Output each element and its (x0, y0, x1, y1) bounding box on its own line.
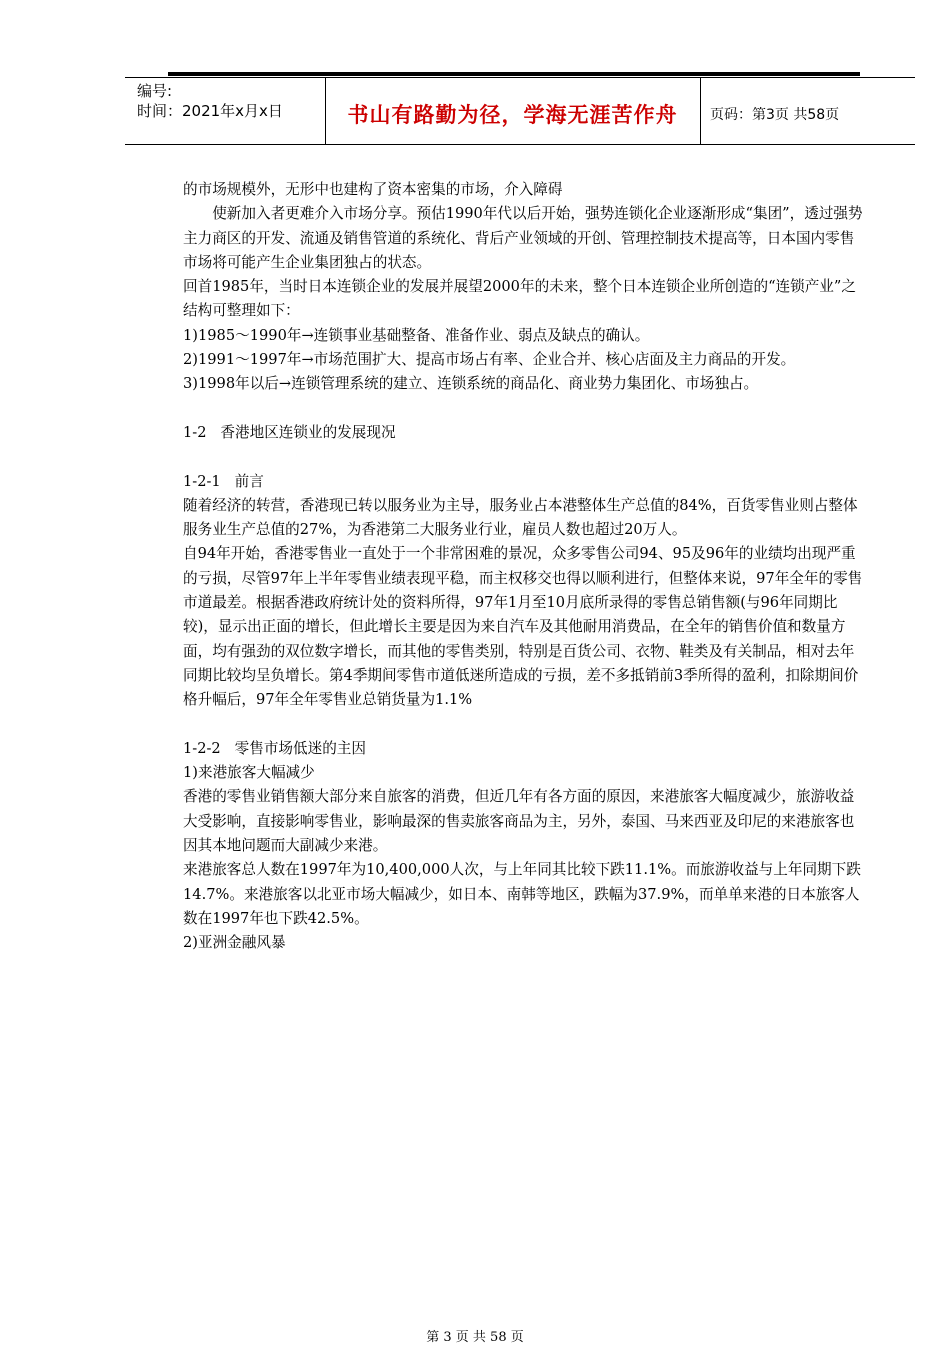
paragraph: 自94年开始，香港零售业一直处于一个非常困难的景况，众多零售公司94、95及96年的业绩均出现严重的亏损，尽管97年上半年零售业绩表现平稳，而主权移交也得以顺利进行，但整体来说，97年全年的零售市道最差。根据香港政府统计处的资料所得，97年1月至10月底所录得的零售总销售额(与96年同期比较)，显示出正面的增长，但此增长主要是因为来自汽车及其他耐用消费品，在全年的销售价值和数量方面，均有强劲的双位数字增长，而其他的零售类别，特别是百货公司、衣物、鞋类及有关制品，相对去年同期比较均呈负增长。第4季期间零售市道低迷所造成的亏损，差不多抵销前3季所得的盈利，扣除期间价格升幅后，97年全年零售业总销货量为1.1% (183, 545, 863, 709)
list-item: 2)亚洲金融风暴 (183, 934, 286, 952)
document-number-label: 编号: (137, 82, 173, 100)
spacer (183, 713, 863, 737)
list-item: 1)来港旅客大幅减少 (183, 764, 315, 782)
paragraph: 的市场规模外，无形中也建构了资本密集的市场，介入障碍 (183, 181, 563, 198)
header-motto: 书山有路勤为径，学海无涯苦作舟 (347, 103, 678, 127)
subsection-heading: 1-2-2 零售市场低迷的主因 (183, 739, 366, 757)
paragraph: 来港旅客总人数在1997年为10,400,000人次，与上年同其比较下跌11.1%。而旅游收益与上年同期下跌14.7%。来港旅客以北亚市场大幅减少，如日本、南韩等地区，跌幅为37.9%，而单单来港的日本旅客人数在1997年也下跌42.5%。 (183, 861, 861, 927)
section-heading: 1-2 香港地区连锁业的发展现况 (183, 423, 396, 441)
list-item: 2)1991～1997年→市场范围扩大、提高市场占有率、企业合并、核心店面及主力商品的开发。 (183, 351, 796, 369)
document-body (183, 178, 863, 956)
header-meta (125, 78, 325, 144)
header-page-info: 页码：第3页 共58页 (710, 107, 840, 123)
paragraph: 香港的零售业销售额大部分来自旅客的消费，但近几年有各方面的原因，来港旅客大幅度减少，旅游收益大受影响，直接影响零售业，影响最深的售卖旅客商品为主，另外，泰国、马来西亚及印尼的来港旅客也因其本地问题而大副减少来港。 (183, 788, 855, 855)
header-divider (700, 78, 701, 144)
page-footer: 第 3 页 共 58 页 (426, 1330, 524, 1345)
list-item: 3)1998年以后→连锁管理系统的建立、连锁系统的商品化、商业势力集团化、市场独占。 (183, 375, 759, 393)
paragraph: 使新加入者更难介入市场分享。预估1990年代以后开始，强势连锁化企业逐渐形成“集团”，透过强势主力商区的开发、流通及销售管道的系统化、背后产业领域的开创、管理控制技术提高等，日本国内零售市场将可能产生企业集团独占的状态。 (183, 205, 863, 271)
header-top-rule (168, 72, 860, 76)
paragraph: 随着经济的转营，香港现已转以服务业为主导，服务业占本港整体生产总值的84%，百货零售业则占整体服务业生产总值的27%，为香港第二大服务业行业，雇员人数也超过20万人。 (183, 496, 858, 539)
list-item: 1)1985～1990年→连锁事业基础整备、准备作业、弱点及缺点的确认。 (183, 326, 650, 344)
subsection-heading: 1-2-1 前言 (183, 472, 264, 490)
document-date-label: 时间：2021年x月x日 (137, 102, 283, 120)
paragraph: 回首1985年，当时日本连锁企业的发展并展望2000年的未来，整个日本连锁企业所创造的“连锁产业”之结构可整理如下： (183, 278, 856, 320)
spacer (183, 445, 863, 469)
page-header (125, 77, 915, 145)
spacer (183, 397, 863, 421)
